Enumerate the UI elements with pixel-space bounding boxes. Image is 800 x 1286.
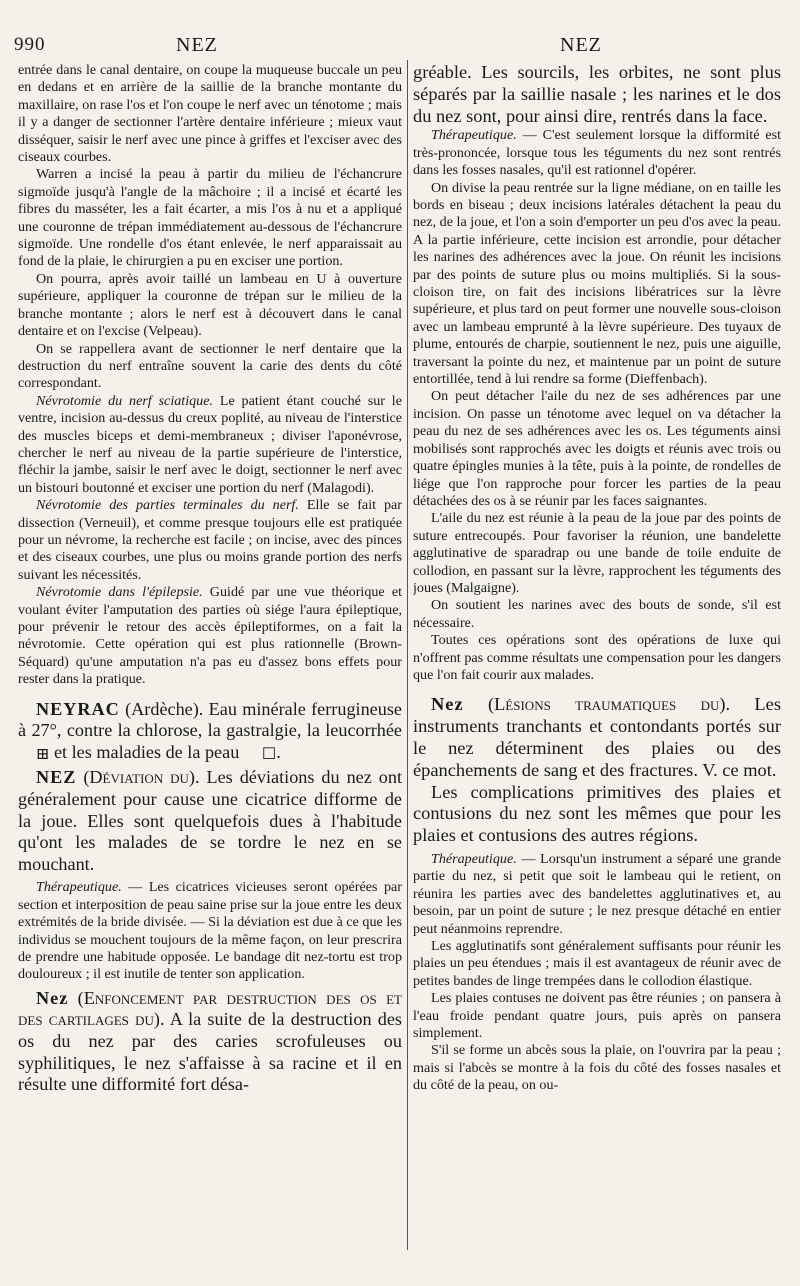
paragraph: [413, 127, 781, 179]
entry-text: (Ardèche). Eau minérale ferrugineuse à 27°, contre la chlorose, la gastralgie, la leucorrhée: [18, 698, 402, 741]
subsection-title: Névrotomie du nerf sciatique.: [36, 392, 213, 409]
paragraph-text: — Les cicatrices vicieuses seront opérées par section et interposition de peau saine prise sur la joue entre les deux extrémités de la bride divisée. — Si la déviation est due à ce que les individus se mouchent toujours de la même façon, on leur prescrira de prendre une habitude opposée. Le bandage dit nez-tortu est trop douloureux ; il est inutile de tenter son application.: [18, 879, 402, 983]
paragraph: Les complications primitives des plaies et contusions du nez sont les mêmes que pour les plaies et contusions des autres régions.: [413, 781, 781, 846]
paragraph-text: Le patient étant couché sur le ventre, incision au-dessus du creux poplité, au niveau de l'interstice des muscles biceps et demi-membraneux ; diviser l'aponévrose, chercher le nerf au niveau de la partie supérieure de l'interstice, fléchir la jambe, saisir le nerf avec le doigt, sectionner le nerf avec un bistouri boutonné et exciser une portion du nerf (Malagodi).: [18, 392, 402, 496]
paragraph: Les agglutinatifs sont généralement suffisants pour réunir les plaies un peu étendues ; mais il est avantageux de réunir avec de petites bandes de linge trempées dans le collodion élastique.: [413, 938, 781, 989]
entry-subtitle: (Enfoncement par destruction des os et des cartilages du).: [18, 987, 402, 1030]
paragraph: On divise la peau rentrée sur la ligne médiane, on en taille les bords en biseau ; deux incisions latérales détachent la peau du nez, de la joue, et l'on a soin d'emporter un peu d'os avec la peau. A la partie inférieure, cette incision est arrondie, pour détacher les narines des adhérences avec la joue. On réunit les incisions par des points de suture plus ou moins multipliés. Si la sous-cloison tire, on fait des incisions libératrices sur la lèvre supérieure, et plus tard on peut former une nouvelle sous-cloison avec un lambeau emprunté à la lèvre supérieure. Des tuyaux de plume, entourés de charpie, soutiennent le nez, puis une aiguille, traversant la pointe du nez, et maintenue par un point de suture entortillée, tend à lui rendre sa forme (Dieffenbach).: [413, 179, 781, 388]
paragraph: [18, 584, 402, 688]
entry-neyrac: [18, 699, 402, 764]
entry-text: .: [276, 741, 281, 762]
entry-nez-lesions: [413, 694, 781, 781]
subsection-title: Thérapeutique.: [431, 127, 517, 144]
paragraph: Warren a incisé la peau à partir du milieu de l'échancrure sigmoïde jusqu'à l'angle de la mâchoire ; il a incisé et écarté les fibres du masséter, les a fait écarter, a mis l'os à nu et a appliqué une couronne de trépan immédiatement au-dessous de l'échancrure sigmoïde. Une rondelle d'os étant enlevée, le nerf apparaissait au fond de la plaie, le chirurgien a pu en exciser une portion.: [18, 166, 402, 270]
hospital-cross-icon: ⊞: [36, 745, 50, 763]
paragraph-text: Elle se fait par dissection (Verneuil), et comme presque toujours elle est pratiquée pour un névrome, la recherche est facile ; on incise, avec des pinces et des ciseaux courbes, une plus ou moins grande portion des nerfs suivant les nécessités.: [18, 497, 402, 583]
entry-nez-enfoncement: [18, 988, 402, 1096]
right-column: [413, 62, 781, 1095]
entry-headword: Nez: [36, 987, 69, 1008]
subsection-title: Thérapeutique.: [431, 850, 517, 867]
skin-square-icon: ☐: [261, 745, 277, 763]
paragraph: On pourra, après avoir taillé un lambeau en U à ouverture supérieure, appliquer la couronne de trépan sur le milieu de la branche montante ; alors le nerf est à découvert dans le canal dentaire et on l'excise (Velpeau).: [18, 270, 402, 340]
entry-text: et les maladies de la peau: [49, 741, 244, 762]
running-head-right: NEZ: [560, 34, 602, 56]
paragraph: S'il se forme un abcès sous la plaie, on l'ouvrira par la peau ; mais si l'abcès se montre à la fois du côté des fosses nasales et du côté de la peau, on ou-: [413, 1042, 781, 1094]
left-column: [18, 62, 402, 1096]
paragraph: entrée dans le canal dentaire, on coupe la muqueuse buccale un peu en dedans et en arrière de la saillie de la branche montante du maxillaire, on rase l'os et l'on coupe le nerf avec un ténotome ; mais il y a danger de sectionner l'artère dentaire inférieure ; mieux vaut disséquer, saisir le nerf avec une pince à griffes et l'exciser avec des ciseaux courbes.: [18, 62, 402, 166]
paragraph: Toutes ces opérations sont des opérations de luxe qui n'offrent pas comme résultats une compensation pour les dangers que l'on fait courir aux malades.: [413, 632, 781, 683]
entry-headword: Nez: [431, 694, 464, 715]
paragraph: [413, 851, 781, 938]
entry-text: Les déviations du nez ont généralement pour cause une cicatrice difforme de la joue. Elles sont quelquefois dues à l'habitude qu'ont les malades de se tordre le nez en se mouchant.: [18, 767, 402, 874]
paragraph-text: — Lorsqu'un instrument a séparé une grande partie du nez, si petit que soit le lambeau qui le retient, on réunira les parties avec des bandelettes agglutinatives et, au besoin, par un point de suture ; le nez presque détaché en entier peut néanmoins reprendre.: [413, 850, 781, 937]
entry-subtitle: (Lésions traumatiques du).: [463, 694, 731, 715]
entry-text: Les instruments tranchants et contondants portés sur le nez déterminent des plaies ou des épanchements de sang et des fractures. V. ce mot.: [413, 694, 781, 780]
paragraph-text: — C'est seulement lorsque la difformité est très-prononcée, lorsque tous les téguments du nez sont rentrés dans les fosses nasales, qu'il est rationnel d'opérer.: [413, 127, 781, 179]
paragraph: L'aile du nez est réunie à la peau de la joue par des points de suture entrecoupés. Pour favoriser la réunion, une bandelette agglutinative de sparadrap ou une bande de toile enduite de collodion, en passant sur la lèvre, rapprochent les téguments des joues (Malgaigne).: [413, 510, 781, 596]
column-divider: [407, 60, 408, 1250]
paragraph: Les plaies contuses ne doivent pas être réunies ; on pansera à l'eau froide pendant quatre jours, puis après on pansera simplement.: [413, 990, 781, 1042]
entry-headword: NEYRAC: [36, 698, 120, 719]
paragraph: On peut détacher l'aile du nez de ses adhérences par une incision. On passe un ténotome avec lequel on va détacher la peau du nez de ses adhérences avec les os. Les téguments ainsi mobilisés sont rapprochés avec les doigts et réunis avec trois ou quatre épingles munies à la tête, puis à la pointe, de rondelles de liége que l'on rapproche pour forcer les parties de la peau détachées des os à se réunir par les faces saignantes.: [413, 388, 781, 509]
paragraph: [18, 879, 402, 983]
paragraph: [18, 497, 402, 584]
paragraph: On se rappellera avant de sectionner le nerf dentaire que la destruction du nerf entraîne souvent la carie des dents du côté correspondant.: [18, 340, 402, 392]
subsection-title: Thérapeutique.: [36, 879, 122, 896]
entry-nez-deviation: [18, 767, 402, 875]
entry-subtitle: (Déviation du).: [76, 767, 200, 788]
subsection-title: Névrotomie des parties terminales du nerf.: [36, 497, 299, 514]
paragraph-continued: gréable. Les sourcils, les orbites, ne sont plus séparés par la saillie nasale ; les narines et le dos du nez sont, pour ainsi dire, rentrés dans la face.: [413, 62, 781, 126]
paragraph: [18, 393, 402, 497]
paragraph: On soutient les narines avec des bouts de sonde, s'il est nécessaire.: [413, 597, 781, 631]
page-number: 990: [14, 34, 46, 55]
running-head-left: NEZ: [176, 34, 218, 56]
entry-headword: NEZ: [36, 767, 77, 788]
subsection-title: Névrotomie dans l'épilepsie.: [36, 584, 203, 601]
paragraph-text: Guidé par une vue théorique et voulant éviter l'amputation des parties où siége l'aura épileptique, pour prévenir le retour des accès épileptiformes, on a fait la névrotomie. Cette opération qui est plus rationnelle (Brown-Séquard) qu'une amputation n'a pas eu d'assez bons effets pour rester dans la pratique.: [18, 584, 402, 688]
entry-text: A la suite de la destruction des os du nez par des caries scrofuleuses ou syphilitiques, le nez s'affaisse à sa racine et il en résulte une difformité fort désa-: [18, 1009, 402, 1095]
